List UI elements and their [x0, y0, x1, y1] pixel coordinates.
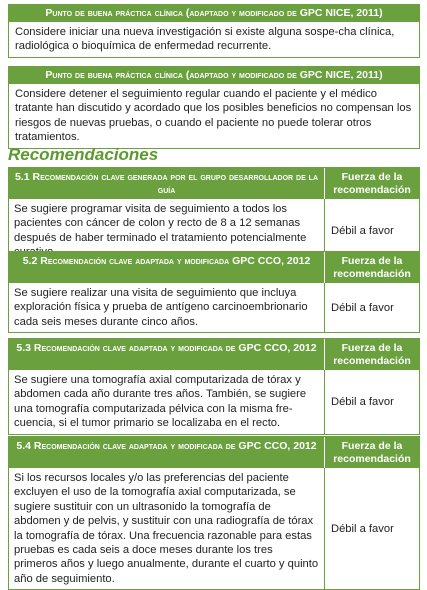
- good-practice-text: Considere iniciar una nueva investigación si existe alguna sospe-cha clínica, radiológica o bioquímica de enfermedad recurrente.: [15, 26, 395, 53]
- section-title: Recomendaciones: [8, 145, 159, 164]
- good-practice-text: Considere detener el seguimiento regular cuando el paciente y el médico tratante han discutido y acordado que los posibles beneficios no compensan los riesgos de nuevas pruebas, o cuando el paciente no puede tolerar otros tratamientos.: [15, 88, 412, 144]
- good-practice-header: Punto de buena práctica clínica (adaptado y modificado de GPC NICE, 2011): [9, 5, 419, 22]
- strength-column-header: Fuerza de la recomendación: [324, 168, 419, 199]
- recommendation-header: [9, 437, 419, 468]
- recommendation-strength: Débil a favor: [324, 468, 419, 589]
- recommendation-text: Se sugiere una tomografía axial computarizada de tórax y abdomen cada año durante tres años. También, se sugiere una tomografía computarizada pélvica con la misma fre-cuencia, si el tumor primario se localizaba en el recto.: [14, 374, 307, 430]
- recommendation-title: 5.3 Recomendación clave adaptada y modificada de GPC CCO, 2012: [16, 342, 317, 354]
- recommendation-5-2: [8, 251, 420, 333]
- recommendation-5-3: [8, 338, 420, 435]
- recommendation-header: [9, 168, 419, 199]
- recommendation-header: [9, 339, 419, 370]
- recommendation-title: 5.4 Recomendación clave adaptada y modificada de GPC CCO, 2012: [16, 440, 317, 452]
- recommendation-row: [9, 468, 419, 589]
- recommendation-header: [9, 252, 419, 283]
- strength-column-header: Fuerza de la recomendación: [324, 252, 419, 283]
- recommendation-strength: Débil a favor: [324, 370, 419, 434]
- recommendation-text: Si los recursos locales y/o las preferencias del paciente excluyen el uso de la tomografía axial computarizada, se sugiere sustituir con un ultrasonido la tomografía de abdomen y de pelvis, y sustituir con una radiografía de tórax la tomografía de tórax. Una frecuencia razonable para estas pruebas es cada seis a doce meses durante los tres primeros años y luego anualmente, durante el cuarto y quinto año de seguimiento.: [14, 472, 319, 585]
- recommendation-5-1: [8, 167, 420, 264]
- recommendation-title: 5.1 Recomendación clave generada por el grupo desarrollador de la guía: [14, 171, 319, 196]
- strength-column-header: Fuerza de la recomendación: [324, 437, 419, 468]
- recommendation-text: Se sugiere programar visita de seguimiento a todos los pacientes con cáncer de colon y recto de 8 a 12 semanas después de haber terminado el tratamiento potencialmente: [14, 203, 307, 244]
- recommendation-row: [9, 283, 419, 332]
- recommendation-title: 5.2 Recomendación clave adaptada y modificada GPC CCO, 2012: [22, 255, 311, 267]
- recommendation-strength: Débil a favor: [324, 283, 419, 332]
- good-practice-header: Punto de buena práctica clínica (adaptado y modificado de GPC NICE, 2011): [9, 67, 419, 84]
- recommendation-row: [9, 370, 419, 434]
- good-practice-box-1: [8, 4, 420, 58]
- strength-column-header: Fuerza de la recomendación: [324, 339, 419, 370]
- recommendation-text: Se sugiere realizar una visita de seguimiento que incluya exploración física y prueba de antígeno carcinoembrionario cada seis meses durante cinco años.: [14, 287, 308, 328]
- recommendation-5-4: [8, 436, 420, 590]
- recommendation-strength: Débil a favor: [324, 199, 419, 263]
- good-practice-box-2: [8, 66, 420, 149]
